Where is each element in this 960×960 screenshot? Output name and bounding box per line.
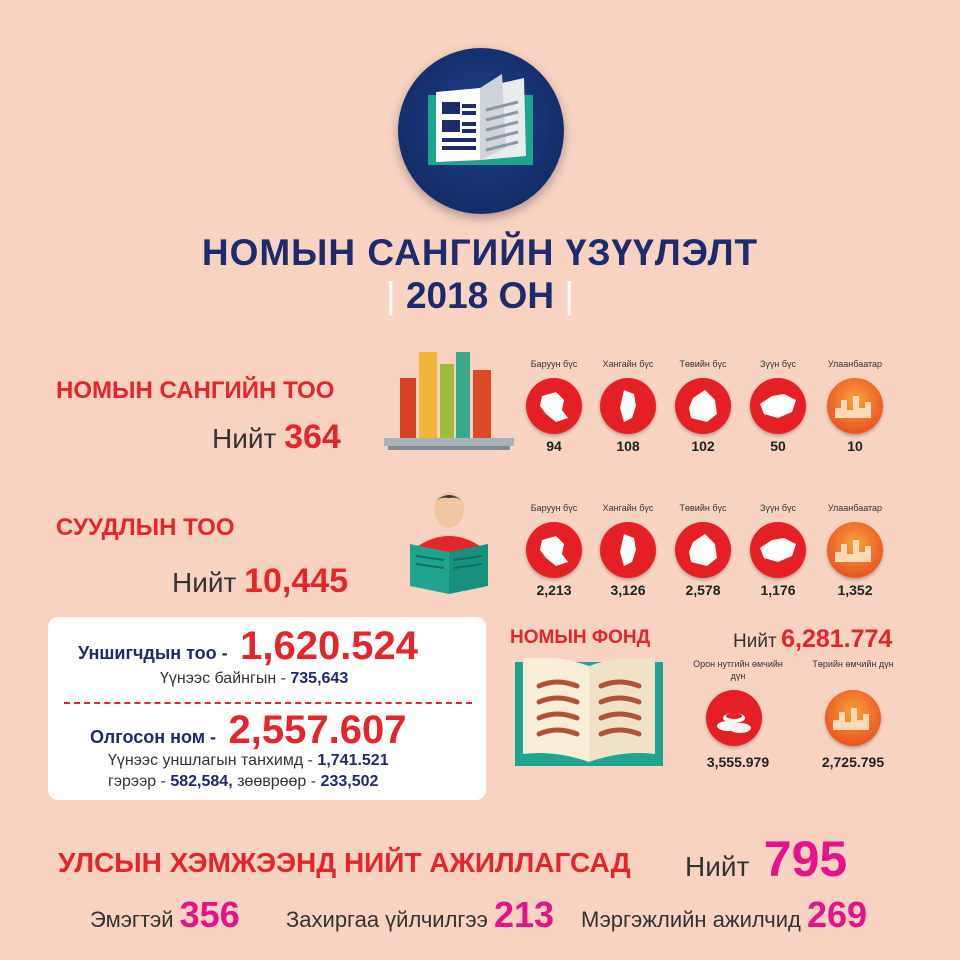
fund-total [733,625,892,654]
home-label: гэрээр - [108,773,166,790]
loaned-value: 2,557.607 [228,708,407,752]
staff-heading: УЛСЫН ХЭМЖЭЭНД НИЙТ АЖИЛЛАГСАД [58,847,631,878]
staff-admin-label: Захиргаа үйлчилгээ [286,907,488,932]
lib-region-value: 10 [847,438,863,454]
state-fund-label: Төрийн өмчийн дүн [812,659,894,669]
seat-region-value: 2,213 [536,582,572,598]
books-icon [384,350,514,454]
libraries-total [212,418,341,457]
seat-region-label: Төвийн бүс [679,503,727,513]
readers-value: 1,620.524 [240,624,419,668]
lib-region-value: 94 [546,438,562,454]
year-text: 2018 ОН [405,275,555,316]
open-book-icon [398,48,564,214]
staff-pro-label: Мэргэжлийн ажилчид [581,907,801,932]
staff-total-label: Нийт [685,851,750,882]
staff-admin [286,894,554,936]
staff-female-value: 356 [179,894,240,935]
east-region-map-icon [750,522,806,578]
home-mobile-line [108,773,378,791]
seats-total [172,562,348,601]
seat-region-value: 2,578 [685,582,721,598]
mobile-label: зөөврөөр - [237,773,317,790]
year-title [0,275,960,317]
readers-row [78,624,418,669]
local-fund-label: Орон нутгийн өмчийн дүн [693,659,783,681]
fund-heading: НОМЫН ФОНД [510,627,651,648]
khangai-region-map-icon [600,378,656,434]
lib-region-value: 50 [770,438,786,454]
seat-region-value: 1,352 [837,582,873,598]
local-fund-value: 3,555.979 [706,754,770,770]
lib-region-value: 108 [616,438,640,454]
reader-illustration [404,486,494,601]
reading-room-line [108,752,389,770]
lib-region-label: Зүүн бүс [759,359,797,369]
seat-region-label: Улаанбаатар [827,503,883,513]
lib-region-label: Хангайн бүс [602,359,654,369]
fund-total-value: 6,281.774 [781,625,893,653]
staff-total-value: 795 [763,831,848,887]
ulaanbaatar-skyline-icon [827,522,883,578]
reading-room-value: 1,741.521 [317,752,389,769]
staff-female-label: Эмэгтэй [90,907,174,932]
readers-label: Уншигчдын тоо - [78,643,228,663]
bookshelf-illustration [384,350,514,459]
lib-region-value: 102 [691,438,715,454]
state-fund-value: 2,725.795 [821,754,885,770]
active-readers-value: 735,643 [290,670,349,687]
card-divider [64,702,472,704]
central-region-map-icon [675,522,731,578]
seat-region-value: 1,176 [760,582,796,598]
state-building-icon [825,690,881,746]
ulaanbaatar-skyline-icon [827,378,883,434]
seats-heading: СУУДЛЫН ТОО [56,514,235,541]
divider-right: | [564,275,574,316]
coins-icon [706,690,762,746]
lib-region-label: Улаанбаатар [827,359,883,369]
seats-total-value: 10,445 [244,562,349,600]
hero-book-badge [398,48,564,214]
seat-region-label: Баруун бүс [530,503,578,513]
divider-left: | [386,275,396,316]
active-readers-label: Үүнээс байнгын - [160,670,286,687]
seat-region-label: Хангайн бүс [602,503,654,513]
lib-region-label: Төвийн бүс [679,359,727,369]
loaned-row [90,708,406,753]
staff-pro-value: 269 [807,894,868,935]
staff-total [685,830,847,888]
page-title: НОМЫН САНГИЙН ҮЗҮҮЛЭЛТ [201,232,759,273]
person-reading-icon [404,486,494,596]
mobile-value: 233,502 [320,773,379,790]
seats-total-label: Нийт [172,567,237,598]
home-value: 582,584, [170,773,233,790]
libraries-heading: НОМЫН САНГИЙН ТОО [56,377,335,404]
central-region-map-icon [675,378,731,434]
reading-room-label: Үүнээс уншлагын танхимд - [108,752,313,769]
staff-female [90,894,240,936]
libraries-total-label: Нийт [212,423,277,454]
staff-admin-value: 213 [494,894,555,935]
lib-region-label: Баруун бүс [530,359,578,369]
staff-pro [581,894,867,936]
loaned-label: Олгосон ном - [90,727,217,747]
fund-book-illustration [515,658,663,773]
open-book-icon [515,658,663,768]
west-region-map-icon [526,378,582,434]
east-region-map-icon [750,378,806,434]
khangai-region-map-icon [600,522,656,578]
west-region-map-icon [526,522,582,578]
active-readers-line [160,670,348,688]
seat-region-label: Зүүн бүс [759,503,797,513]
seat-region-value: 3,126 [610,582,646,598]
fund-total-label: Нийт [733,631,777,652]
libraries-total-value: 364 [284,418,341,456]
